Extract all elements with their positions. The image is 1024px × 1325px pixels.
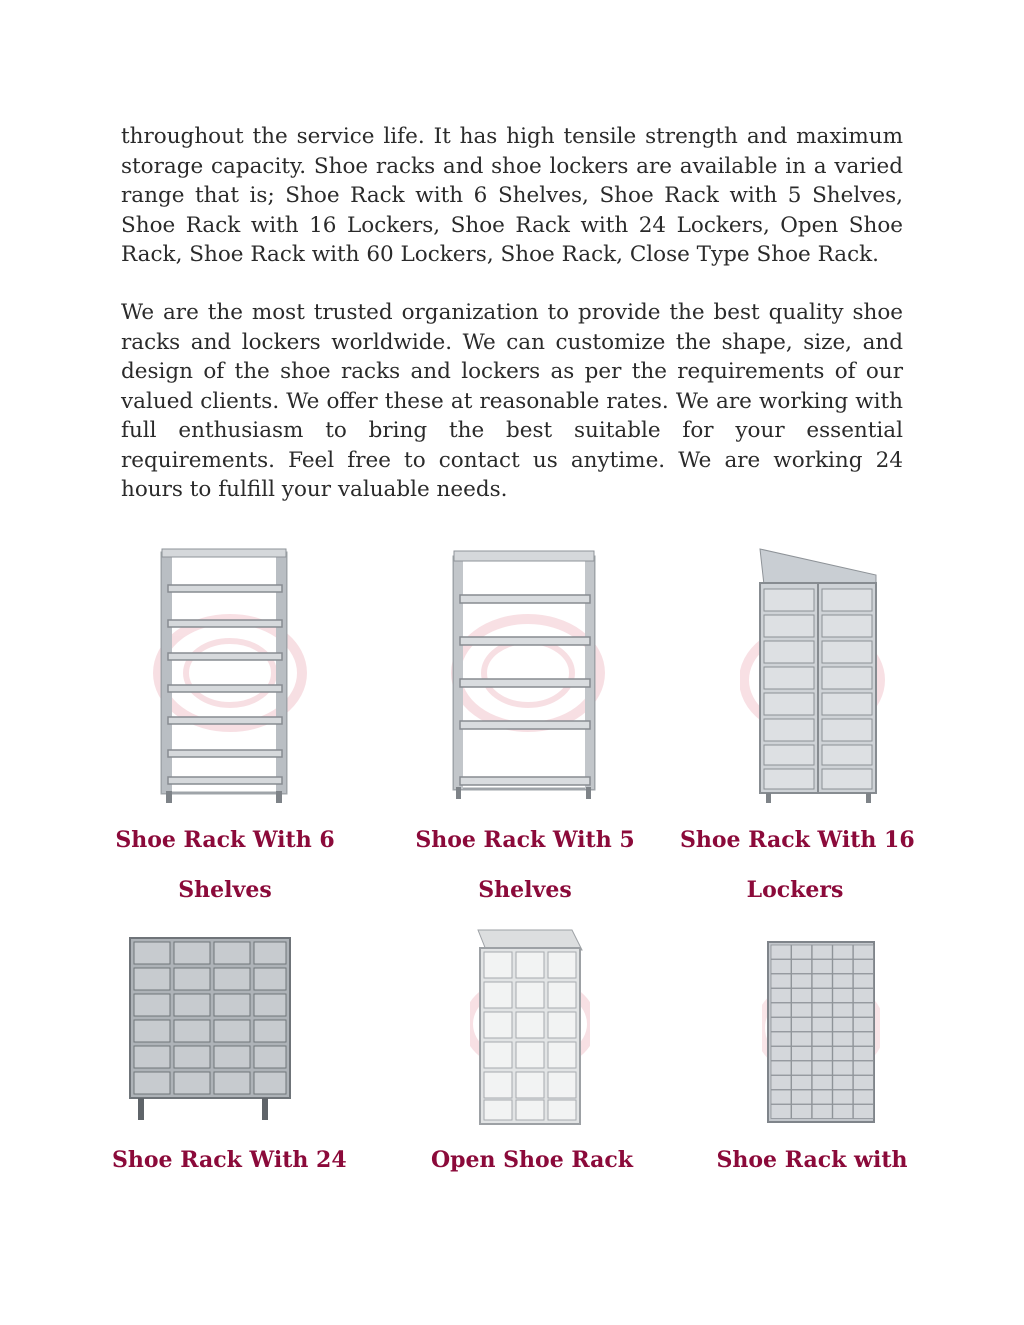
locker-door — [853, 1018, 873, 1032]
caption-line-1: Shoe Rack with — [716, 1147, 908, 1173]
caption-line-2: Shelves — [178, 877, 272, 903]
locker-door — [853, 1047, 873, 1061]
locker-door — [812, 974, 832, 988]
product-caption — [417, 1135, 647, 1185]
locker-door — [853, 1061, 873, 1075]
product-caption — [112, 1135, 347, 1185]
product-image-open-shoe-rack — [470, 928, 590, 1128]
locker-door — [792, 1018, 812, 1032]
locker-door — [792, 1076, 812, 1090]
locker-door — [792, 1090, 812, 1104]
locker-door — [792, 974, 812, 988]
locker-door — [812, 1105, 832, 1119]
caption-line-1: Shoe Rack With 24 — [112, 1147, 347, 1173]
locker-door — [853, 945, 873, 959]
intro-paragraph: throughout the service life. It has high tensile strength and maximum storage capacity. Shoe racks and shoe lockers are available in a varied range that is; Shoe Rack with 6 Shelves, Shoe Rack with 5 Shelves, Shoe Rack with 16 Lockers, Shoe Rack with 24 Lockers, Open Shoe Rack, Shoe Rack with 60 Lockers, Shoe Rack, Close Type Shoe Rack. — [121, 124, 903, 267]
locker-door — [812, 960, 832, 974]
locker-door — [853, 1076, 873, 1090]
locker-door — [833, 945, 853, 959]
product-caption — [680, 815, 915, 915]
about-paragraph: We are the most trusted organization to provide the best quality shoe racks and lockers worldwide. We can customize the shape, size, and design of the shoe racks and lockers as per the requirements of our valued clients. We offer these at reasonable rates. We are working with full enthusiasm to bring the best suitable for your essential requirements. Feel free to contact us anytime. We are working 24 hours to fulfill your valuable needs. — [121, 300, 903, 502]
locker-door — [792, 1047, 812, 1061]
locker-door — [853, 989, 873, 1003]
locker-door — [771, 1003, 791, 1017]
locker-door — [792, 1003, 812, 1017]
locker-door — [833, 1018, 853, 1032]
locker-door — [812, 1061, 832, 1075]
locker-door — [833, 989, 853, 1003]
locker-door — [853, 1090, 873, 1104]
locker-door — [771, 1090, 791, 1104]
locker-door — [792, 960, 812, 974]
locker-door — [812, 1018, 832, 1032]
product-image-shoe-rack-5-shelves — [448, 545, 608, 805]
locker-door — [812, 1090, 832, 1104]
locker-door — [812, 945, 832, 959]
locker-door — [833, 1076, 853, 1090]
locker-door — [792, 1061, 812, 1075]
locker-door — [853, 1105, 873, 1119]
locker-door — [833, 1047, 853, 1061]
locker-door — [771, 974, 791, 988]
locker-door — [853, 1032, 873, 1046]
locker-door — [833, 960, 853, 974]
locker-door — [771, 1047, 791, 1061]
product-image-shoe-rack-60-lockers — [762, 938, 880, 1128]
locker-door — [792, 1105, 812, 1119]
caption-line-2: Shelves — [478, 877, 572, 903]
watermark-logo-icon — [456, 619, 600, 727]
product-image-shoe-rack-16-lockers — [740, 545, 890, 805]
locker-door — [833, 1003, 853, 1017]
locker-door — [833, 1061, 853, 1075]
locker-door — [853, 960, 873, 974]
caption-line-1: Shoe Rack With 16 — [680, 827, 915, 853]
locker-door — [833, 1105, 853, 1119]
product-image-shoe-rack-24-lockers — [126, 934, 296, 1124]
locker-door — [771, 1105, 791, 1119]
locker-door — [771, 1032, 791, 1046]
caption-line-2: Lockers — [746, 877, 844, 903]
locker-door — [833, 1090, 853, 1104]
locker-door — [771, 1076, 791, 1090]
locker-door — [812, 1003, 832, 1017]
locker-door — [853, 1003, 873, 1017]
caption-line-1: Shoe Rack With 5 — [415, 827, 635, 853]
product-image-shoe-rack-6-shelves — [150, 545, 310, 805]
product-caption — [410, 815, 640, 915]
caption-line-1: Open Shoe Rack — [430, 1147, 634, 1173]
locker-door — [833, 1032, 853, 1046]
locker-door — [833, 974, 853, 988]
locker-door — [771, 989, 791, 1003]
locker-door — [771, 1018, 791, 1032]
locker-door — [812, 1032, 832, 1046]
locker-door — [812, 989, 832, 1003]
locker-door — [771, 960, 791, 974]
locker-door — [771, 1061, 791, 1075]
caption-line-1: Shoe Rack With 6 — [115, 827, 335, 853]
locker-door — [812, 1047, 832, 1061]
locker-door — [792, 989, 812, 1003]
locker-door — [771, 945, 791, 959]
locker-door — [792, 945, 812, 959]
product-caption — [110, 815, 340, 915]
locker-door — [853, 974, 873, 988]
product-caption — [697, 1135, 927, 1185]
locker-door — [792, 1032, 812, 1046]
locker-door — [812, 1076, 832, 1090]
